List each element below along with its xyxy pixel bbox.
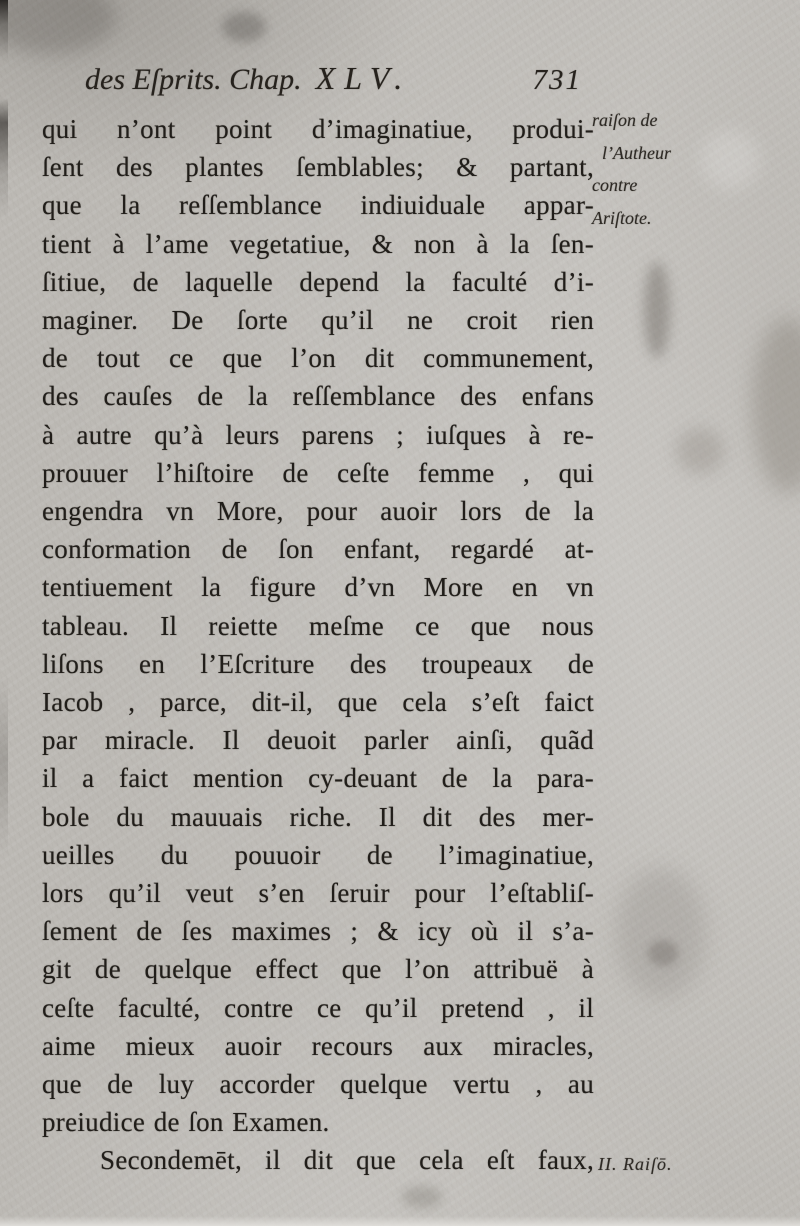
stain xyxy=(222,12,266,42)
margin-note-line: contre xyxy=(592,175,638,195)
text-line: bole du mauuais riche. Il dit des mer- xyxy=(42,801,594,832)
chapter-numeral: XLV. xyxy=(315,60,412,96)
text-line: conformation de ſon enfant, regardé at- xyxy=(42,534,594,565)
stain xyxy=(752,318,800,493)
page-number: 731 xyxy=(532,64,582,96)
scan-left-edge-shadow xyxy=(0,0,8,1226)
text-line: ſitiue, de laquelle depend la faculté d’i- xyxy=(42,266,594,297)
stain xyxy=(644,262,670,358)
text-line: que la reſſemblance indiuiduale appar- xyxy=(42,190,594,221)
text-line: Secondemēt, il dit que cela eſt faux, xyxy=(100,1145,594,1176)
text-line: prouuer l’hiſtoire de ceſte femme , qui xyxy=(42,457,594,488)
text-line: tient à l’ame vegetatiue, & non à la ſen- xyxy=(42,228,594,259)
margin-note-line: Ariſtote. xyxy=(592,207,652,228)
text-line: Iacob , parce, dit-il, que cela s’eſt faict xyxy=(42,687,594,718)
text-line: à autre qu’à leurs parens ; iuſques à re- xyxy=(42,419,594,450)
stain xyxy=(0,0,116,54)
margin-note-second-reason: II. Raiſō. xyxy=(598,1154,673,1174)
margin-note-author-reason xyxy=(592,104,742,234)
text-line: tableau. Il reiette meſme ce que nous xyxy=(42,610,594,641)
stain xyxy=(402,1186,442,1208)
text-line: tentiuement la figure d’vn More en vn xyxy=(42,572,594,603)
text-line: ſement de ſes maximes ; & icy où il s’a- xyxy=(42,916,594,947)
text-line: aime mieux auoir recours aux miracles, xyxy=(42,1030,594,1061)
margin-note-line: l’Autheur xyxy=(602,142,671,163)
margin-note-line: raiſon de xyxy=(592,110,658,130)
text-line: par miracle. Il deuoit parler ainſi, quãd xyxy=(42,725,594,756)
scan-bottom-edge xyxy=(0,1216,800,1226)
text-line: liſons en l’Eſcriture des troupeaux de xyxy=(42,648,594,679)
text-line: ueilles du pouuoir de l’imaginatiue, xyxy=(42,839,594,870)
running-title: des Eſprits. Chap. xyxy=(85,63,302,96)
stain xyxy=(648,940,678,966)
text-line: engendra vn More, pour auoir lors de la xyxy=(42,496,594,527)
body-text-block xyxy=(42,110,594,1180)
text-line: que de luy accorder quelque vertu , au xyxy=(42,1069,594,1100)
stain xyxy=(616,868,706,998)
text-line: des cauſes de la reſſemblance des enfans xyxy=(42,381,594,412)
text-line: preiudice de ſon Examen. xyxy=(42,1107,330,1138)
text-line: de tout ce que l’on dit communement, xyxy=(42,343,594,374)
text-line: maginer. De ſorte qu’il ne croit rien xyxy=(42,305,594,336)
running-header xyxy=(85,60,582,97)
stain xyxy=(676,428,724,474)
text-line: qui n’ont point d’imaginatiue, produi- xyxy=(42,114,594,144)
text-line: lors qu’il veut s’en ſeruir pour l’eſtabliſ- xyxy=(42,878,594,909)
text-line: ceſte faculté, contre ce qu’il pretend , il xyxy=(42,992,594,1023)
text-line: git de quelque effect que l’on attribuë à xyxy=(42,954,594,985)
text-line: il a faict mention cy-deuant de la para- xyxy=(42,763,594,794)
text-line: ſent des plantes ſemblables; & partant, xyxy=(42,152,594,183)
